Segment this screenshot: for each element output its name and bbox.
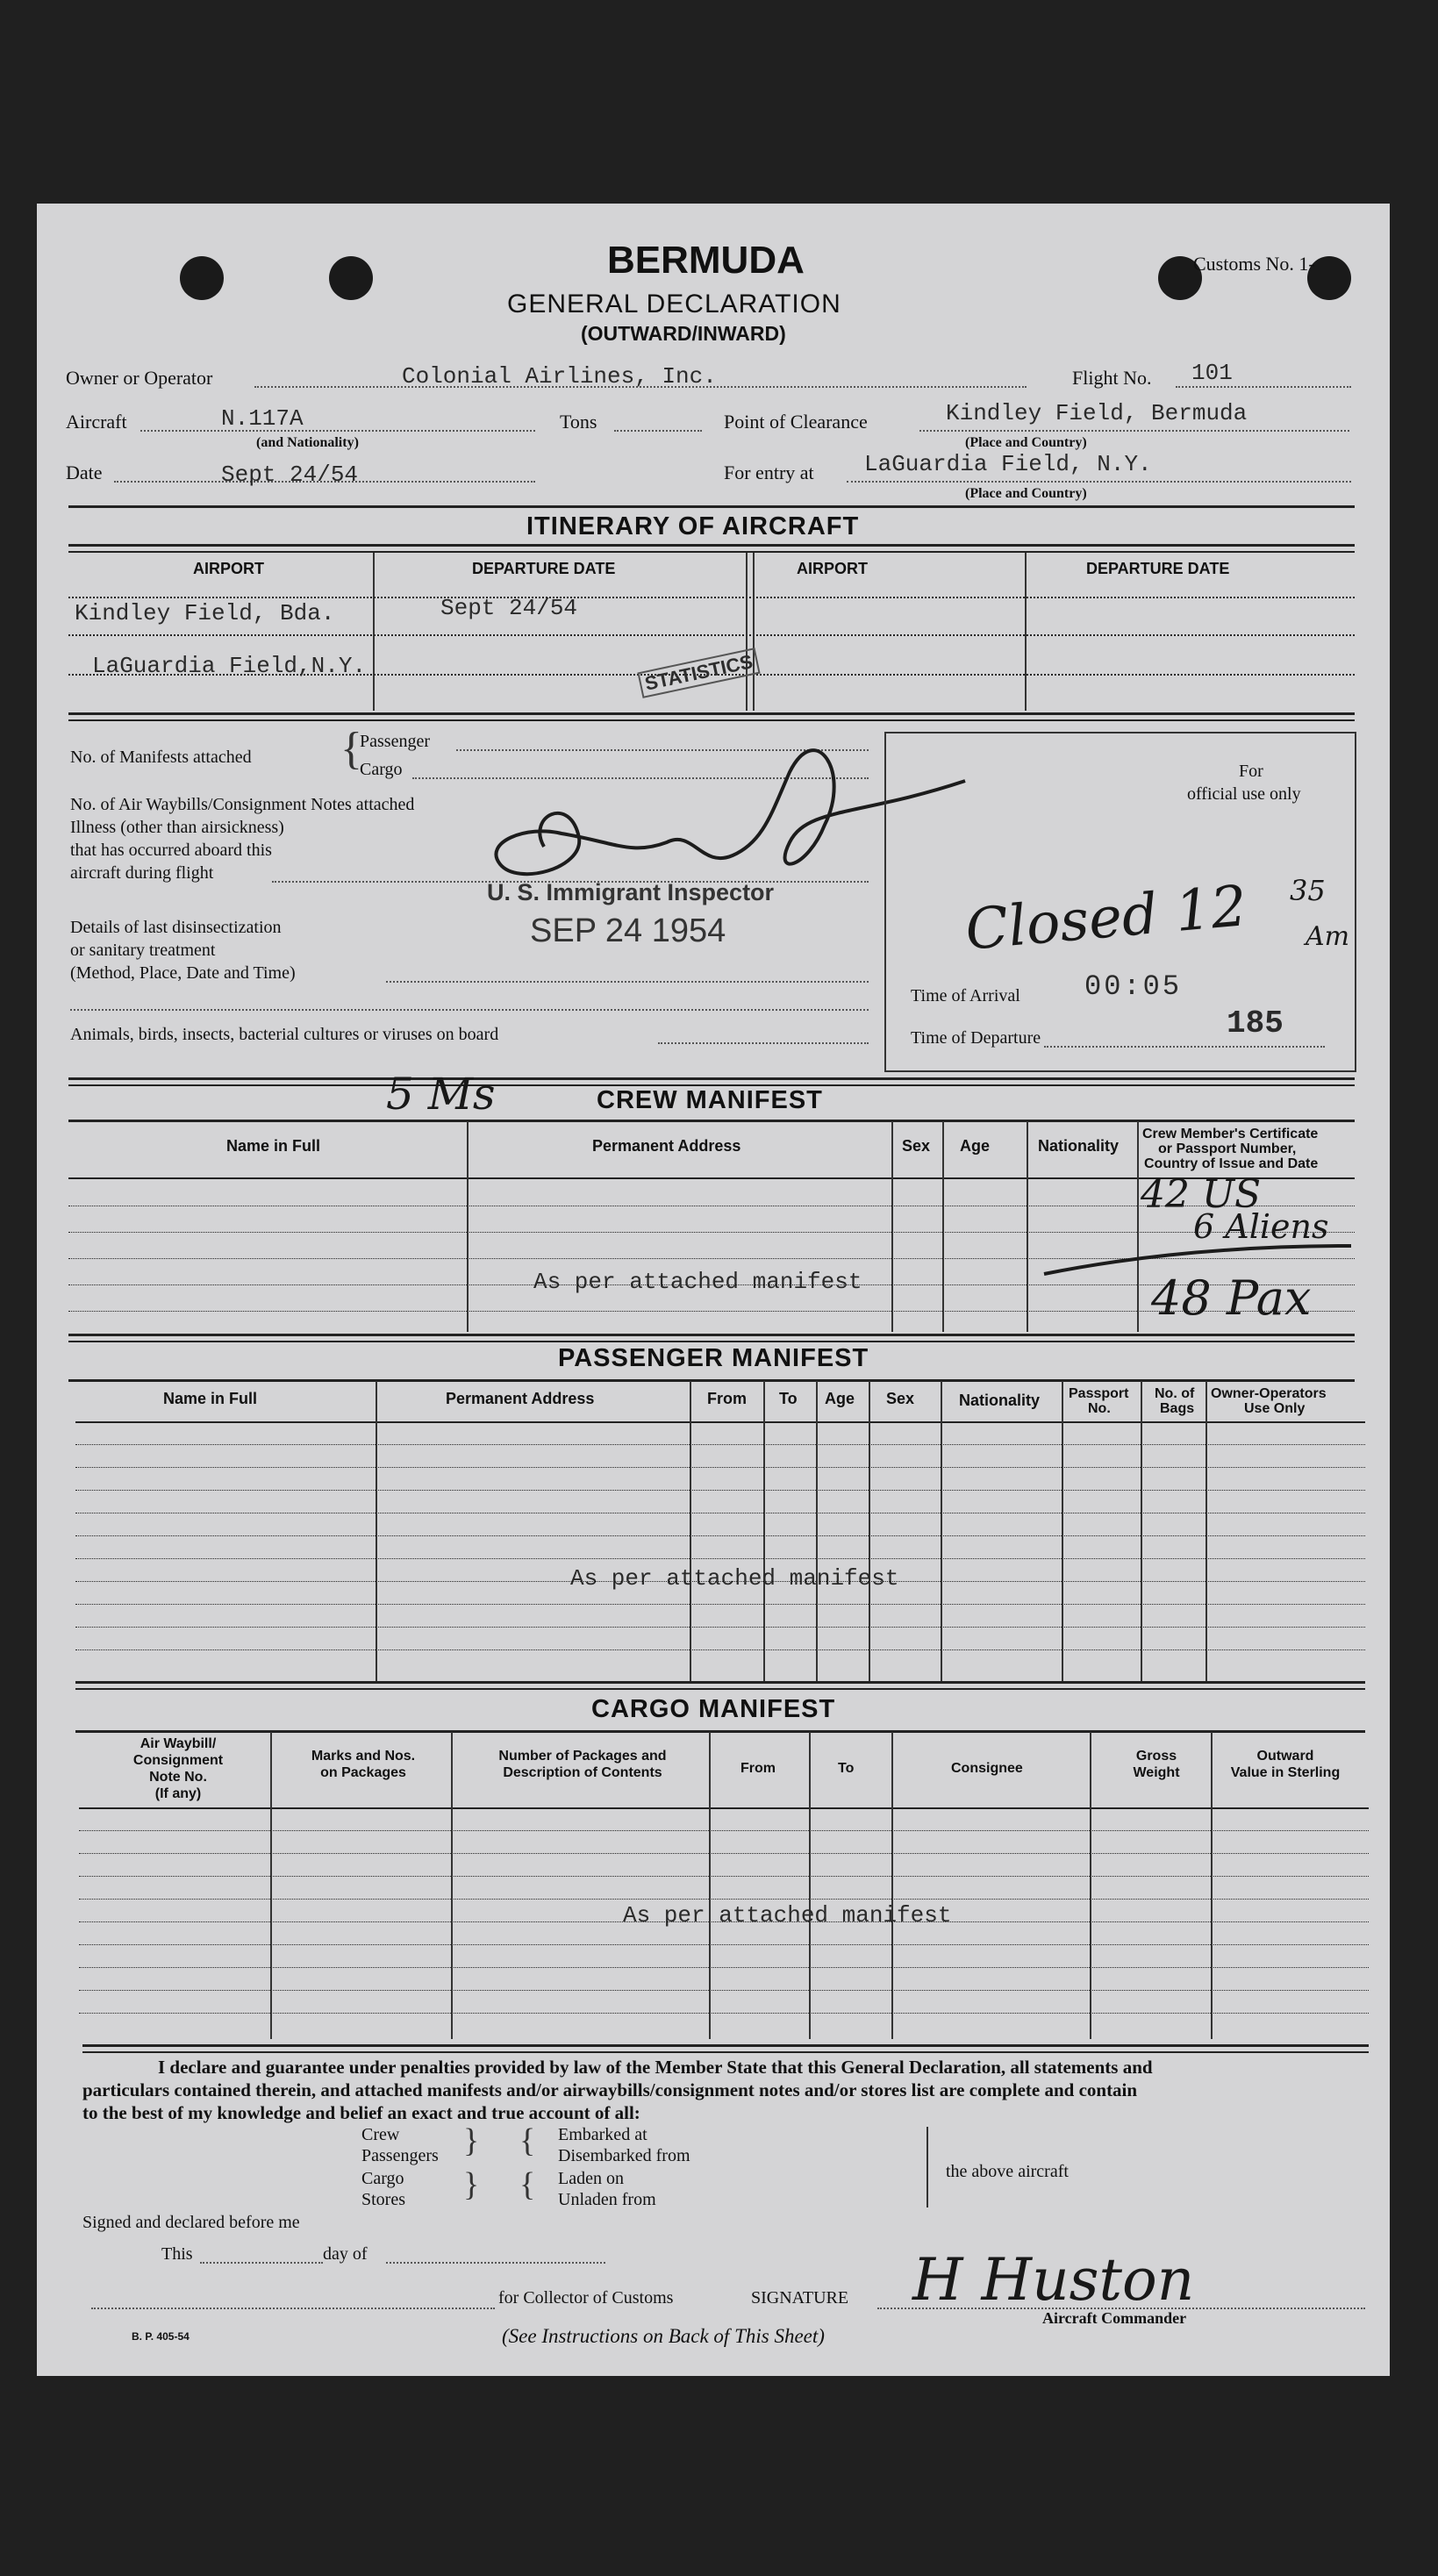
brace-icon: } [463, 2122, 480, 2159]
official-use-label: official use only [1187, 784, 1301, 804]
cargo-note: As per attached manifest [623, 1902, 952, 1928]
declaration-laden: Laden on [558, 2169, 624, 2188]
itinerary-col-departure-1: DEPARTURE DATE [472, 560, 616, 577]
passenger-col-sex: Sex [886, 1390, 915, 1407]
flight-value: 101 [1191, 360, 1233, 386]
cargo-col-consignee: Consignee [951, 1761, 1023, 1776]
cargo-col-waybill: Air Waybill/ Consignment Note No. (If any) [132, 1736, 224, 1801]
date-label: Date [66, 462, 103, 483]
passenger-col-address: Permanent Address [446, 1390, 595, 1407]
declaration-signed: Signed and declared before me [82, 2213, 300, 2232]
cargo-col-from: From [740, 1761, 776, 1776]
cargo-title: CARGO MANIFEST [591, 1695, 836, 1723]
manifests-cargo: Cargo [360, 760, 403, 779]
passenger-col-passport-1: Passport [1069, 1386, 1129, 1401]
manifests-label: No. of Manifests attached [70, 748, 252, 767]
closed-super: 35 [1290, 874, 1326, 907]
arrival-label: Time of Arrival [911, 986, 1020, 1005]
aircraft-note: (and Nationality) [256, 435, 359, 450]
passenger-col-age: Age [825, 1390, 855, 1407]
cargo-col-value: Outward Value in Sterling [1230, 1749, 1341, 1780]
brace-icon: { [519, 2122, 536, 2159]
illness-line-2: that has occurred aboard this [70, 841, 272, 860]
entry-label: For entry at [724, 462, 814, 483]
crew-col-nationality: Nationality [1038, 1137, 1120, 1155]
statistics-stamp: STATISTICS [637, 648, 760, 698]
crew-col-name: Name in Full [226, 1137, 321, 1155]
form-code: B. P. 405-54 [132, 2330, 190, 2343]
entry-value: LaGuardia Field, N.Y. [864, 451, 1152, 477]
passenger-col-nationality: Nationality [959, 1392, 1041, 1409]
passenger-col-to: To [779, 1390, 798, 1407]
declaration-stores: Stores [361, 2190, 405, 2209]
illness-line-1: Illness (other than airsickness) [70, 818, 284, 837]
disinsect-line-2: or sanitary treatment [70, 941, 216, 960]
form-subtitle: GENERAL DECLARATION [507, 290, 841, 318]
declaration-crew: Crew [361, 2125, 400, 2144]
date-value: Sept 24/54 [221, 462, 359, 488]
declaration-above-aircraft: the above aircraft [946, 2162, 1069, 2181]
cargo-col-number: Number of Packages and Description of Contents [498, 1749, 667, 1780]
passenger-title: PASSENGER MANIFEST [558, 1344, 869, 1372]
tons-label: Tons [560, 411, 597, 433]
illness-line-3: aircraft during flight [70, 863, 214, 883]
official-for: For [1239, 762, 1263, 781]
crew-tally-1: 42 US [1141, 1172, 1262, 1217]
form-direction: (OUTWARD/INWARD) [581, 322, 786, 345]
owner-value: Colonial Airlines, Inc. [402, 363, 717, 390]
itinerary-date-1: Sept 24/54 [440, 595, 578, 621]
itinerary-col-departure-2: DEPARTURE DATE [1086, 560, 1230, 577]
passenger-col-from: From [707, 1390, 747, 1407]
disinsect-line-1: Details of last disinsectization [70, 918, 282, 937]
waybills-label: No. of Air Waybills/Consignment Notes attached [70, 795, 415, 814]
crew-handwritten: 5 Ms [386, 1069, 496, 1120]
crew-tally-2: 6 Aliens [1193, 1207, 1329, 1246]
inspector-stamp: U. S. Immigrant Inspector [487, 879, 775, 905]
closed-sub: Am [1306, 921, 1350, 952]
passenger-col-owner-2: Use Only [1244, 1401, 1306, 1416]
passenger-col-owner-1: Owner-Operators [1211, 1386, 1327, 1401]
declaration-line-3: to the best of my knowledge and belief an exact and true account of all: [82, 2102, 640, 2123]
crew-tally-3: 48 Pax [1151, 1270, 1312, 1326]
passenger-col-passport-2: No. [1088, 1401, 1111, 1416]
crew-note: As per attached manifest [533, 1269, 862, 1295]
aircraft-label: Aircraft [66, 411, 127, 433]
flight-label: Flight No. [1072, 367, 1152, 389]
passenger-col-name: Name in Full [163, 1390, 258, 1407]
brace-icon: { [340, 724, 362, 774]
itinerary-col-airport-1: AIRPORT [193, 560, 264, 577]
crew-col-cert-1: Crew Member's Certificate [1142, 1127, 1319, 1141]
animals-label: Animals, birds, insects, bacterial cultures or viruses on board [70, 1025, 499, 1044]
declaration-cargo: Cargo [361, 2169, 404, 2188]
declaration-line-2: particulars contained therein, and attached manifests and/or airwaybills/consignment notes and/or stores list are complete and contain [82, 2079, 1138, 2100]
declaration-day-of: day of [323, 2244, 368, 2264]
crew-col-cert-2: or Passport Number, [1158, 1141, 1297, 1156]
commander-signature: H Huston [912, 2246, 1195, 2314]
clearance-value: Kindley Field, Bermuda [946, 400, 1248, 426]
declaration-line-1: I declare and guarantee under penalties provided by law of the Member State that this General Declaration, all statements and [158, 2057, 1153, 2078]
cargo-col-marks: Marks and Nos. on Packages [311, 1749, 416, 1780]
entry-note: (Place and Country) [965, 486, 1087, 501]
brace-icon: { [519, 2166, 536, 2203]
crew-col-address: Permanent Address [592, 1137, 741, 1155]
date-stamp: SEP 24 1954 [530, 912, 726, 949]
instructions-note: (See Instructions on Back of This Sheet) [502, 2325, 825, 2347]
passenger-col-bags-2: Bags [1160, 1401, 1195, 1416]
declaration-passengers: Passengers [361, 2146, 439, 2165]
itinerary-col-airport-2: AIRPORT [797, 560, 868, 577]
crew-col-cert-3: Country of Issue and Date [1144, 1156, 1319, 1171]
owner-label: Owner or Operator [66, 367, 213, 389]
cargo-col-weight: Gross Weight [1133, 1749, 1180, 1780]
commander-label: Aircraft Commander [1042, 2309, 1187, 2327]
arrival-value: 00:05 [1084, 970, 1183, 1003]
declaration-this: This [161, 2244, 193, 2264]
manifests-passenger: Passenger [360, 732, 430, 751]
itinerary-title: ITINERARY OF AIRCRAFT [526, 512, 860, 540]
departure-value: 185 [1227, 1005, 1284, 1041]
form-number: Customs No. 1- [1193, 253, 1315, 275]
declaration-embarked: Embarked at [558, 2125, 647, 2144]
clearance-note: (Place and Country) [965, 435, 1087, 450]
declaration-disembarked: Disembarked from [558, 2146, 690, 2165]
itinerary-airport-1: Kindley Field, Bda. [75, 600, 335, 626]
clearance-label: Point of Clearance [724, 411, 868, 433]
closed-note: Closed 12 [962, 874, 1250, 963]
passenger-col-bags-1: No. of [1155, 1386, 1195, 1401]
brace-icon: } [463, 2166, 480, 2203]
crew-title: CREW MANIFEST [597, 1086, 823, 1114]
passenger-note: As per attached manifest [570, 1565, 899, 1592]
declaration-collector: for Collector of Customs [498, 2288, 674, 2308]
declaration-unladen: Unladen from [558, 2190, 656, 2209]
disinsect-line-3: (Method, Place, Date and Time) [70, 963, 296, 983]
signature-label: SIGNATURE [751, 2288, 849, 2308]
cargo-col-to: To [838, 1761, 855, 1776]
crew-col-sex: Sex [902, 1137, 931, 1155]
crew-col-age: Age [960, 1137, 991, 1155]
form-title: BERMUDA [607, 239, 805, 282]
aircraft-value: N.117A [221, 405, 304, 432]
itinerary-airport-2: LaGuardia Field,N.Y. [92, 653, 367, 679]
departure-label: Time of Departure [911, 1028, 1041, 1048]
